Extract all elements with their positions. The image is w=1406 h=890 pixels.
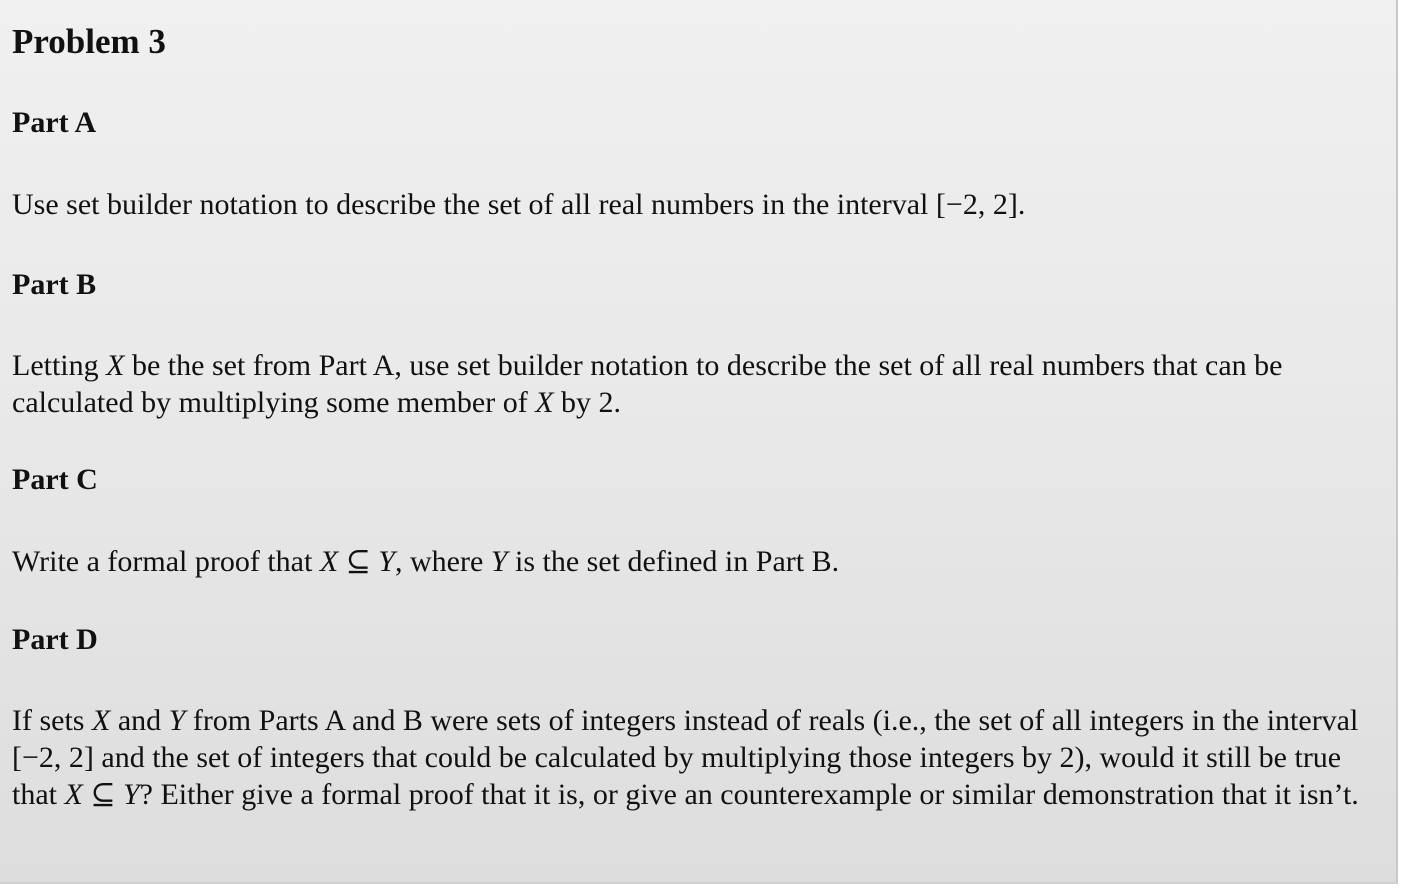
- part-b-text-3: by 2.: [553, 386, 622, 419]
- part-b-text-1: Letting: [12, 349, 107, 382]
- part-b-var-x: X: [106, 349, 125, 382]
- part-a-text-1: Use set builder notation to describe the set of all real numbers in the interval: [12, 188, 936, 221]
- problem-title: Problem 3: [12, 22, 166, 61]
- part-d-text-4: and the set of integers that could be calculated by multiplying those integers by 2), would it still be true that: [12, 741, 1342, 811]
- part-d-heading: Part D: [12, 623, 98, 656]
- part-d-text-3: from Parts A and B were sets of integers instead of reals (i.e., the set of all integers in the interval: [185, 704, 1359, 737]
- part-c-subset-expr: X ⊆ Y: [319, 545, 395, 578]
- part-d-interval: [−2, 2]: [12, 741, 94, 774]
- part-b-var-x-2: X: [535, 386, 554, 419]
- part-c-text: [12, 543, 1392, 580]
- part-d-var-x: X: [91, 704, 111, 737]
- part-c-heading: Part C: [12, 463, 98, 496]
- part-d-text-1: If sets: [12, 704, 92, 737]
- part-d-var-y: Y: [168, 704, 186, 737]
- part-c-var-y: Y: [490, 545, 508, 578]
- part-b-text-2: be the set from Part A, use set builder notation to describe the set of all real numbers that can be calculated by multiplying some member of: [12, 349, 1283, 419]
- part-a-heading: Part A: [12, 106, 97, 139]
- part-a-text: [12, 186, 1392, 223]
- part-c-text-3: is the set defined in Part B.: [507, 545, 840, 578]
- part-b-text: [12, 347, 1392, 421]
- part-c-text-1: Write a formal proof that: [12, 545, 320, 578]
- part-d-subset-expr: X ⊆ Y: [64, 778, 140, 811]
- part-c-text-2: , where: [395, 545, 491, 578]
- part-d-text: [12, 702, 1392, 813]
- part-a-interval: [−2, 2]: [935, 188, 1018, 221]
- part-a-text-2: .: [1017, 188, 1026, 221]
- part-d-text-5: ? Either give a formal proof that it is, or give an counterexample or similar demonstration that it isn’t.: [139, 778, 1359, 811]
- part-d-text-2: and: [110, 704, 169, 737]
- part-b-heading: Part B: [12, 268, 97, 301]
